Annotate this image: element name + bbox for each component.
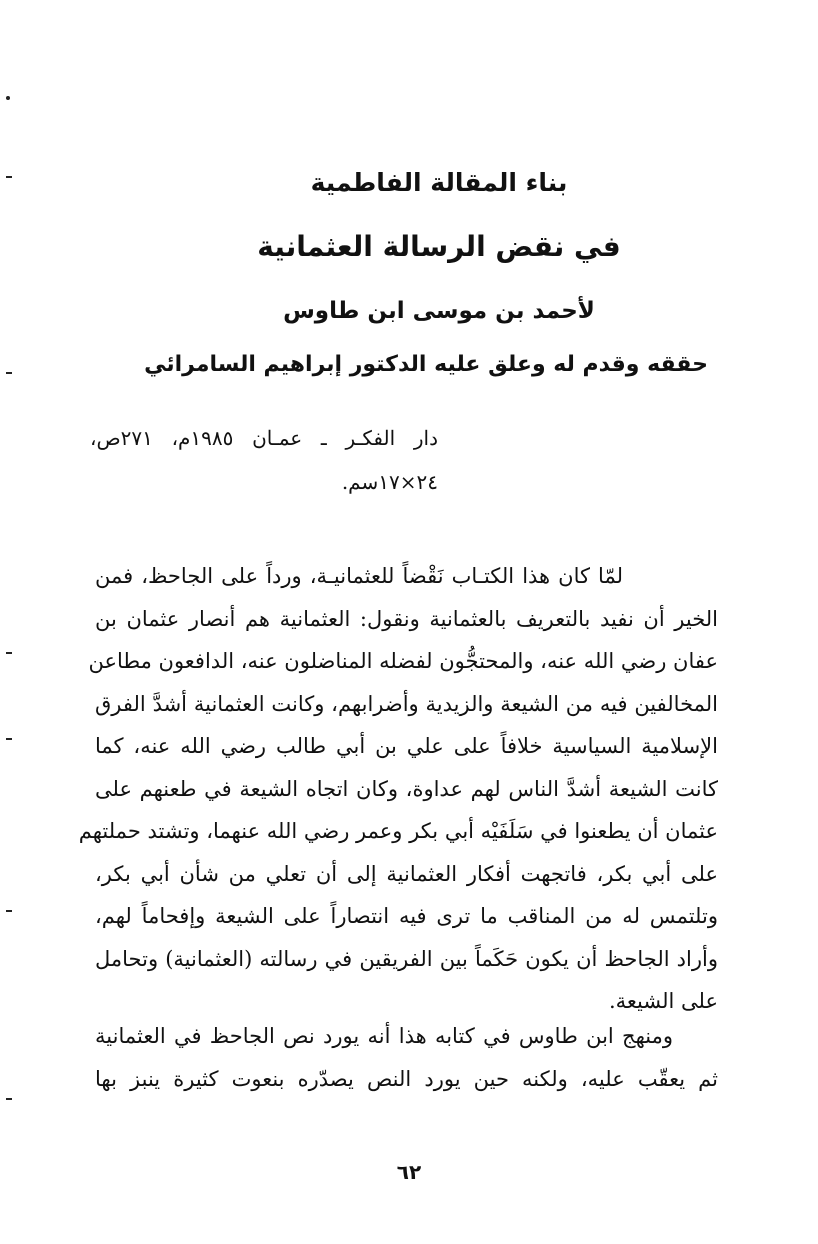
scan-mark (6, 1098, 12, 1100)
body-paragraph-1 (78, 555, 718, 1023)
scan-mark (6, 96, 10, 100)
text-line: الخير أن نفيد بالتعريف بالعثمانية ونقول: العثمانية هم أنصار عثمان بن (95, 606, 718, 631)
scan-mark (6, 372, 12, 374)
page-number: ٦٢ (396, 1160, 422, 1184)
text-line: وأراد الجاحظ أن يكون حَكَماً بين الفريقين في رسالته (العثمانية) وتحامل (95, 946, 718, 971)
scan-mark (6, 910, 12, 912)
scan-mark (6, 176, 12, 178)
publication-info-line-1: دار الفكـر ـ عمـان ١٩٨٥م، ٢٧١ص، (90, 426, 438, 450)
book-subtitle: في نقض الرسالة العثمانية (257, 230, 621, 263)
text-line: لمّا كان هذا الكتـاب نَقْضاً للعثمانيـة، ورداً على الجاحظ، فمن (95, 564, 623, 588)
text-line: الإسلامية السياسية خلافاً على علي بن أبي طالب رضي الله عنه، كما (95, 734, 718, 758)
text-line: عثمان أن يطعنوا في سَلَفَيْه أبي بكر وعمر رضي الله عنهما، وتشتد حملتهم (78, 819, 718, 843)
text-line: ومنهج ابن طاوس في كتابه هذا أنه يورد نص الجاحظ في العثمانية (95, 1024, 673, 1048)
text-line: على الشيعة. (608, 989, 718, 1013)
scan-mark (6, 652, 12, 654)
text-line: على أبي بكر، فاتجهت أفكار العثمانية إلى أن تعلي من شأن أبي بكر، (95, 861, 718, 886)
book-title: بناء المقالة الفاطمية (310, 168, 568, 197)
body-paragraph-2 (95, 1015, 718, 1100)
text-line: وتلتمس له من المناقب ما ترى فيه انتصاراً على الشيعة وإفحاماً لهم، (95, 904, 718, 928)
text-line: عفان رضي الله عنه، والمحتجُّون لفضله المناضلون عنه، الدافعون مطاعن (88, 649, 718, 673)
scan-mark (6, 738, 12, 740)
text-line: ثم يعقّب عليه، ولكنه حين يورد النص يصدّره بنعوت كثيرة ينبز بها (95, 1066, 718, 1091)
text-line: كانت الشيعة أشدَّ الناس لهم عداوة، وكان اتجاه الشيعة في طعنهم على (95, 776, 718, 801)
text-line: المخالفين فيه من الشيعة والزيدية وأضرابهم، وكانت العثمانية أشدَّ الفرق (95, 691, 718, 716)
book-author: لأحمد بن موسى ابن طاوس (283, 298, 595, 324)
book-editor: حققه وقدم له وعلق عليه الدكتور إبراهيم السامرائي (144, 352, 708, 377)
publication-info-line-2: ٢٤×١٧سم. (341, 470, 438, 494)
